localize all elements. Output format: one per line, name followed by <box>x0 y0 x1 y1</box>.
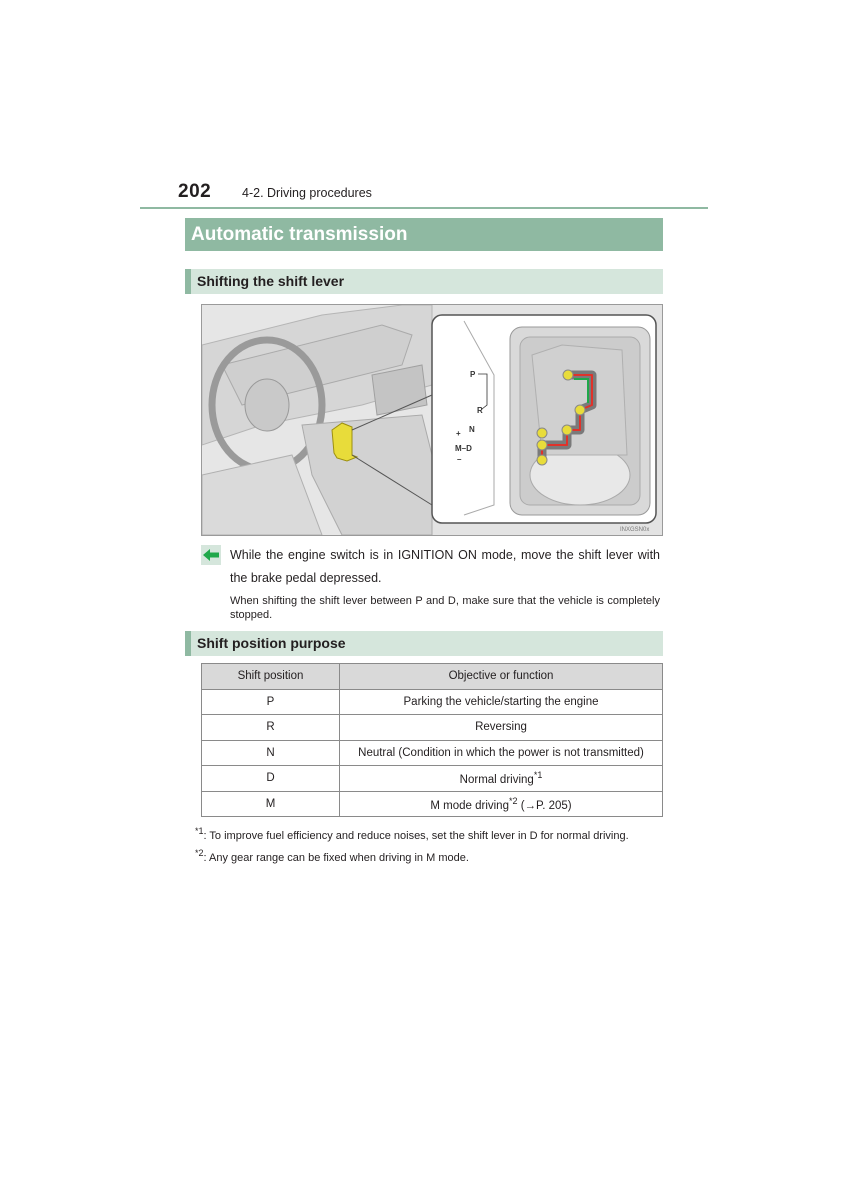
footnote-1: $^{*1}$: To improve fuel efficiency and reduce noises, set the shift lever in D for normal driving. <box>195 826 629 842</box>
shift-position-cell: P <box>202 689 340 715</box>
shift-position-cell: R <box>202 715 340 741</box>
illustration-code: INXGSN0x <box>620 527 650 533</box>
column-header-position: Shift position <box>202 664 340 690</box>
header-rule <box>140 207 708 209</box>
step-instruction: While the engine switch is in IGNITION ON mode, move the shift lever with the brake pedal depressed. <box>230 548 660 585</box>
table-header-row <box>202 664 663 690</box>
gate-label-md: M–D <box>455 444 472 453</box>
page-title: Automatic transmission <box>185 218 663 251</box>
page-number: 202 <box>178 181 212 202</box>
table-row <box>202 715 663 741</box>
footnote-2: $^{*2}$: Any gear range can be fixed when driving in M mode. <box>195 848 469 864</box>
shift-lever-illustration <box>201 304 663 536</box>
function-cell: Reversing <box>340 715 663 741</box>
section-breadcrumb: 4-2. Driving procedures <box>242 186 372 200</box>
page-reference-link[interactable]: (→P. 205) <box>517 799 572 812</box>
table-row <box>202 791 663 817</box>
table-row <box>202 740 663 766</box>
function-cell: Neutral (Condition in which the power is not transmitted) <box>340 740 663 766</box>
green-arrow-left-icon <box>201 545 221 565</box>
column-header-function: Objective or function <box>340 664 663 690</box>
function-cell: Parking the vehicle/starting the engine <box>340 689 663 715</box>
car-interior-diagram <box>202 305 662 535</box>
gate-label-r: R <box>477 406 483 415</box>
gate-label-n: N <box>469 425 475 434</box>
shift-position-cell: N <box>202 740 340 766</box>
section-heading-purpose: Shift position purpose <box>185 631 663 656</box>
gate-label-plus: + <box>456 429 461 438</box>
function-cell: Normal driving$^{*1}$ <box>340 766 663 792</box>
section-heading-shifting: Shifting the shift lever <box>185 269 663 294</box>
function-cell: M mode driving$^{*2}$ (→P. 205) <box>340 791 663 817</box>
gate-label-p: P <box>470 370 476 379</box>
shift-position-table <box>201 663 663 817</box>
table-row <box>202 689 663 715</box>
gate-label-minus: – <box>457 455 462 464</box>
footnote-ref: *2 <box>508 795 518 806</box>
footnote-ref: *1 <box>533 770 543 781</box>
step-note: When shifting the shift lever between P and D, make sure that the vehicle is completely stopped. <box>230 595 660 621</box>
table-row <box>202 766 663 792</box>
shift-position-cell: D <box>202 766 340 792</box>
shift-position-cell: M <box>202 791 340 817</box>
